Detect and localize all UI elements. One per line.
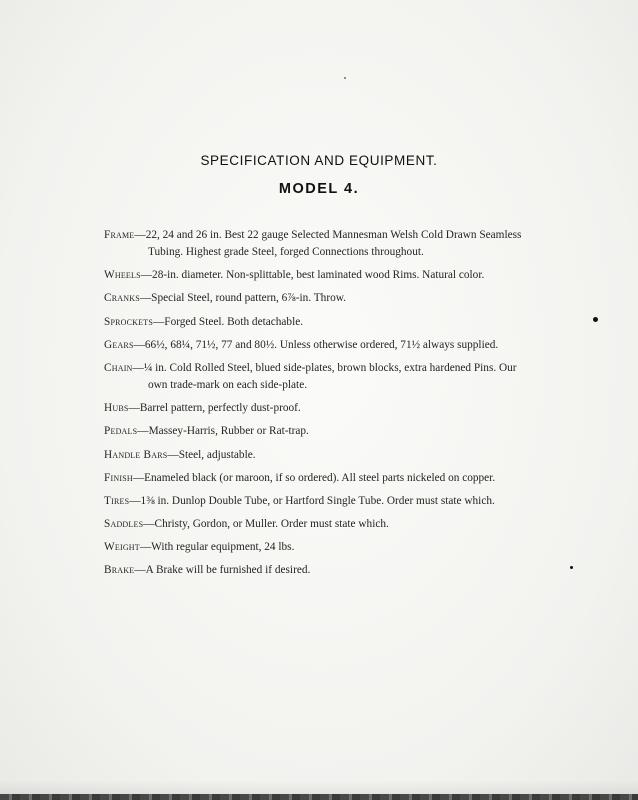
page-bottom-edge xyxy=(0,794,638,800)
spec-text: —Special Steel, round pattern, 6⅞-in. Throw. xyxy=(139,292,346,305)
spec-item-frame xyxy=(104,227,524,261)
spec-item-sprockets xyxy=(104,314,524,331)
ink-spot xyxy=(570,566,573,569)
spec-item-pedals xyxy=(104,423,524,440)
spec-item-hubs xyxy=(104,400,524,417)
spec-item-chain xyxy=(104,360,524,394)
spec-term: Chain xyxy=(104,361,133,374)
page-title: SPECIFICATION AND EQUIPMENT. xyxy=(200,153,438,168)
spec-text: —Massey-Harris, Rubber or Rat-trap. xyxy=(137,425,309,438)
model-heading: MODEL 4. xyxy=(278,181,360,197)
spec-text: —28-in. diameter. Non-splittable, best laminated wood Rims. Natural color. xyxy=(140,269,485,282)
spec-text: —¼ in. Cold Rolled Steel, blued side-plates, brown blocks, extra hardened Pins. Our own trade-mark on each side-plate. xyxy=(132,361,517,391)
spec-term: Finish xyxy=(104,471,133,484)
spec-text: —Steel, adjustable. xyxy=(167,448,256,461)
spec-text: —Enameled black (or maroon, if so ordered). All steel parts nickeled on copper. xyxy=(132,471,496,484)
page-bottom-shadow xyxy=(0,780,638,794)
ink-spot xyxy=(593,317,598,322)
spec-text: —Forged Steel. Both detachable. xyxy=(152,315,304,328)
spec-term: Gears xyxy=(104,338,134,351)
spec-term: Frame xyxy=(104,229,135,241)
spec-term: Cranks xyxy=(104,292,140,305)
spec-term: Weight xyxy=(104,541,140,554)
spec-text: —66½, 68¼, 71½, 77 and 80½. Unless otherwise ordered, 71½ always supplied. xyxy=(133,338,499,351)
spec-item-wheels xyxy=(104,267,524,284)
spec-item-cranks xyxy=(104,290,524,307)
spec-term: Brake xyxy=(104,564,135,577)
spec-term: Tires xyxy=(104,494,130,507)
spec-text: —22, 24 and 26 in. Best 22 gauge Selected Mannesman Welsh Cold Drawn Seamless Tubing. Highest grade Steel, forged Connections throughout. xyxy=(134,229,522,258)
spec-text: —Barrel pattern, perfectly dust-proof. xyxy=(128,402,301,415)
spec-text: —With regular equipment, 24 lbs. xyxy=(139,541,295,554)
spec-item-gears xyxy=(104,337,524,354)
spec-term: Hubs xyxy=(104,402,129,415)
spec-item-tires xyxy=(104,493,524,510)
spec-term: Wheels xyxy=(104,269,141,282)
spec-item-brake xyxy=(104,562,524,579)
spec-term: Saddles xyxy=(104,518,144,531)
spec-item-weight xyxy=(104,539,524,556)
spec-term: Sprockets xyxy=(104,315,153,328)
spec-item-saddles xyxy=(104,516,524,533)
spec-item-finish xyxy=(104,470,524,487)
spec-term: Pedals xyxy=(104,425,138,438)
spec-text: —A Brake will be furnished if desired. xyxy=(134,564,311,577)
spec-item-handle-bars xyxy=(104,447,524,464)
ink-speck xyxy=(344,77,346,79)
spec-text: —Christy, Gordon, or Muller. Order must state which. xyxy=(143,518,389,531)
specification-list xyxy=(104,227,524,586)
spec-text: —1⅜ in. Dunlop Double Tube, or Hartford Single Tube. Order must state which. xyxy=(129,494,495,507)
spec-term: Handle Bars xyxy=(104,448,168,461)
